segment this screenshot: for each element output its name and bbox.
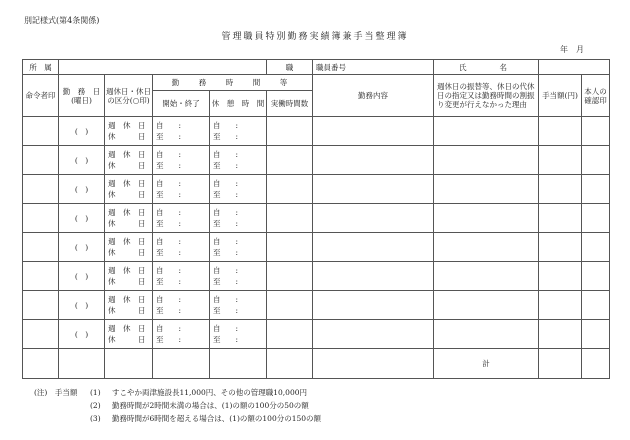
- day-type-cell[interactable]: [105, 146, 153, 175]
- allowance-cell[interactable]: [539, 291, 582, 320]
- break-time-cell[interactable]: [210, 117, 267, 146]
- table-row: [23, 146, 610, 175]
- work-day-cell[interactable]: [59, 117, 105, 146]
- work-day-cell[interactable]: [59, 291, 105, 320]
- work-day-cell[interactable]: [59, 320, 105, 349]
- reason-cell[interactable]: [434, 233, 539, 262]
- work-content-cell[interactable]: [313, 291, 434, 320]
- from-label: 自 :: [156, 208, 182, 217]
- post-label: 職: [267, 60, 313, 75]
- day-type-cell[interactable]: [105, 175, 153, 204]
- from-label: 自 :: [213, 121, 239, 130]
- col-start-end: 開始・終了: [153, 91, 210, 117]
- break-time-cell[interactable]: [210, 204, 267, 233]
- table-row: [23, 233, 610, 262]
- weekday-paren: ( ): [74, 155, 89, 165]
- type-holiday: 休 日: [108, 277, 146, 286]
- from-label: 自 :: [156, 121, 182, 130]
- total-blank: [313, 349, 434, 379]
- actual-hours-cell[interactable]: [267, 117, 313, 146]
- table-row: [23, 291, 610, 320]
- header-row-top: [23, 60, 610, 75]
- start-end-cell[interactable]: [153, 320, 210, 349]
- type-holiday: 休 日: [108, 306, 146, 315]
- to-label: 至 :: [156, 161, 182, 170]
- break-time-cell[interactable]: [210, 320, 267, 349]
- actual-hours-cell[interactable]: [267, 204, 313, 233]
- to-label: 至 :: [213, 335, 239, 344]
- table-row: [23, 204, 610, 233]
- work-content-cell[interactable]: [313, 320, 434, 349]
- from-label: 自 :: [213, 295, 239, 304]
- allowance-cell[interactable]: [539, 320, 582, 349]
- seal-cell[interactable]: [582, 262, 610, 291]
- from-label: 自 :: [156, 295, 182, 304]
- seal-cell[interactable]: [582, 117, 610, 146]
- actual-hours-cell[interactable]: [267, 291, 313, 320]
- to-label: 至 :: [213, 248, 239, 257]
- reason-cell[interactable]: [434, 146, 539, 175]
- start-end-cell[interactable]: [153, 175, 210, 204]
- day-type-cell[interactable]: [105, 117, 153, 146]
- header-row-mid: [23, 75, 610, 91]
- allowance-cell[interactable]: [539, 175, 582, 204]
- weekday-paren: ( ): [74, 213, 89, 223]
- to-label: 至 :: [213, 190, 239, 199]
- to-label: 至 :: [213, 161, 239, 170]
- work-content-cell[interactable]: [313, 175, 434, 204]
- seal-cell[interactable]: [582, 175, 610, 204]
- weekday-paren: ( ): [74, 300, 89, 310]
- total-allowance-cell[interactable]: [539, 349, 582, 379]
- year-month: 年 月: [560, 45, 584, 54]
- type-weekly-holiday: 週 休 日: [108, 324, 146, 333]
- from-label: 自 :: [156, 150, 182, 159]
- weekday-paren: ( ): [74, 329, 89, 339]
- type-holiday: 休 日: [108, 219, 146, 228]
- type-weekly-holiday: 週 休 日: [108, 150, 146, 159]
- actual-hours-cell[interactable]: [267, 320, 313, 349]
- work-content-cell[interactable]: [313, 233, 434, 262]
- work-content-cell[interactable]: [313, 146, 434, 175]
- reason-cell[interactable]: [434, 175, 539, 204]
- type-holiday: 休 日: [108, 132, 146, 141]
- type-holiday: 休 日: [108, 161, 146, 170]
- type-weekly-holiday: 週 休 日: [108, 208, 146, 217]
- approver-seal-cell[interactable]: [23, 262, 59, 291]
- type-holiday: 休 日: [108, 335, 146, 344]
- staff-no-label: 職員番号: [313, 60, 434, 75]
- note-num: (2): [90, 401, 101, 410]
- weekday-paren: ( ): [74, 184, 89, 194]
- work-content-cell[interactable]: [313, 262, 434, 291]
- break-time-cell[interactable]: [210, 146, 267, 175]
- total-seal-cell: [582, 349, 610, 379]
- actual-hours-cell[interactable]: [267, 175, 313, 204]
- to-label: 至 :: [213, 306, 239, 315]
- allowance-cell[interactable]: [539, 146, 582, 175]
- col-break-time: 休 憩 時 間: [210, 91, 267, 117]
- total-blank: [59, 349, 105, 379]
- from-label: 自 :: [156, 266, 182, 275]
- note-text: 勤務時間が2時間未満の場合は、(1)の額の100分の50の額: [112, 401, 309, 410]
- approver-seal-cell[interactable]: [23, 175, 59, 204]
- table-row: [23, 262, 610, 291]
- col-work-day: 勤 務 日 (曜日): [59, 75, 105, 117]
- seal-cell[interactable]: [582, 146, 610, 175]
- type-holiday: 休 日: [108, 190, 146, 199]
- from-label: 自 :: [156, 179, 182, 188]
- day-type-cell[interactable]: [105, 291, 153, 320]
- from-label: 自 :: [213, 237, 239, 246]
- to-label: 至 :: [156, 132, 182, 141]
- work-day-cell[interactable]: [59, 233, 105, 262]
- work-content-cell[interactable]: [313, 117, 434, 146]
- type-weekly-holiday: 週 休 日: [108, 295, 146, 304]
- col-approver: 命令者印: [23, 75, 59, 117]
- total-blank: [105, 349, 153, 379]
- seal-cell[interactable]: [582, 320, 610, 349]
- start-end-cell[interactable]: [153, 146, 210, 175]
- to-label: 至 :: [213, 277, 239, 286]
- from-label: 自 :: [156, 237, 182, 246]
- allowance-cell[interactable]: [539, 262, 582, 291]
- dept-field[interactable]: [59, 60, 267, 75]
- actual-hours-cell[interactable]: [267, 233, 313, 262]
- to-label: 至 :: [213, 219, 239, 228]
- break-time-cell[interactable]: [210, 233, 267, 262]
- note-text: すこやか両津施設長11,000円、その他の管理職10,000円: [112, 388, 307, 397]
- allowance-cell[interactable]: [539, 117, 582, 146]
- name-label: 氏 名: [434, 60, 539, 75]
- col-day-type: 週休日・休日の区分(○印): [105, 75, 153, 117]
- seal-cell[interactable]: [582, 291, 610, 320]
- reason-cell[interactable]: [434, 204, 539, 233]
- type-weekly-holiday: 週 休 日: [108, 179, 146, 188]
- total-row: [23, 349, 610, 379]
- work-day-cell[interactable]: [59, 262, 105, 291]
- col-work-content: 勤務内容: [313, 75, 434, 117]
- day-type-cell[interactable]: [105, 320, 153, 349]
- work-day-cell[interactable]: [59, 146, 105, 175]
- to-label: 至 :: [156, 190, 182, 199]
- start-end-cell[interactable]: [153, 204, 210, 233]
- type-holiday: 休 日: [108, 248, 146, 257]
- day-type-cell[interactable]: [105, 204, 153, 233]
- from-label: 自 :: [213, 324, 239, 333]
- seal-cell[interactable]: [582, 233, 610, 262]
- total-blank: [210, 349, 267, 379]
- from-label: 自 :: [213, 150, 239, 159]
- attendance-table: [22, 59, 610, 379]
- name-field[interactable]: [539, 60, 610, 75]
- start-end-cell[interactable]: [153, 233, 210, 262]
- table-row: [23, 117, 610, 146]
- start-end-cell[interactable]: [153, 117, 210, 146]
- type-weekly-holiday: 週 休 日: [108, 237, 146, 246]
- note-text: 勤務時間が6時間を超える場合は、(1)の額の100分の150の額: [112, 414, 322, 423]
- form-id: 別記様式(第4条関係): [24, 16, 100, 25]
- to-label: 至 :: [213, 132, 239, 141]
- note-num: (3): [90, 414, 101, 423]
- col-reason: 週休日の振替等、休日の代休日の指定又は勤務時間の割振り変更が行えなかった理由: [434, 75, 539, 117]
- to-label: 至 :: [156, 219, 182, 228]
- col-allowance: 手当額(円): [539, 75, 582, 117]
- weekday-paren: ( ): [74, 271, 89, 281]
- break-time-cell[interactable]: [210, 291, 267, 320]
- seal-cell[interactable]: [582, 204, 610, 233]
- reason-cell[interactable]: [434, 117, 539, 146]
- break-time-cell[interactable]: [210, 262, 267, 291]
- to-label: 至 :: [156, 335, 182, 344]
- total-blank: [267, 349, 313, 379]
- actual-hours-cell[interactable]: [267, 146, 313, 175]
- allowance-cell[interactable]: [539, 233, 582, 262]
- total-blank: [153, 349, 210, 379]
- page-title: 管理職員特別勤務実績簿兼手当整理簿: [221, 32, 409, 42]
- start-end-cell[interactable]: [153, 262, 210, 291]
- approver-seal-cell[interactable]: [23, 117, 59, 146]
- table-row: [23, 175, 610, 204]
- col-actual-hours: 実働時間数: [267, 91, 313, 117]
- day-type-cell[interactable]: [105, 262, 153, 291]
- reason-cell[interactable]: [434, 320, 539, 349]
- work-day-cell[interactable]: [59, 175, 105, 204]
- approver-seal-cell[interactable]: [23, 204, 59, 233]
- approver-seal-cell[interactable]: [23, 233, 59, 262]
- col-seal: 本人の確認印: [582, 75, 610, 117]
- approver-seal-cell[interactable]: [23, 320, 59, 349]
- note-num: (1): [90, 388, 101, 397]
- allowance-cell[interactable]: [539, 204, 582, 233]
- from-label: 自 :: [213, 266, 239, 275]
- from-label: 自 :: [213, 179, 239, 188]
- approver-seal-cell[interactable]: [23, 146, 59, 175]
- total-label: 計: [434, 349, 539, 379]
- start-end-cell[interactable]: [153, 291, 210, 320]
- notes: [34, 386, 321, 425]
- notes-label: (注) 手当額: [34, 388, 78, 397]
- type-weekly-holiday: 週 休 日: [108, 266, 146, 275]
- table-row: [23, 320, 610, 349]
- type-weekly-holiday: 週 休 日: [108, 121, 146, 130]
- reason-cell[interactable]: [434, 262, 539, 291]
- col-work-time-group: 勤 務 時 間 等: [153, 75, 313, 91]
- actual-hours-cell[interactable]: [267, 262, 313, 291]
- reason-cell[interactable]: [434, 291, 539, 320]
- to-label: 至 :: [156, 248, 182, 257]
- total-blank: [23, 349, 59, 379]
- to-label: 至 :: [156, 306, 182, 315]
- work-day-cell[interactable]: [59, 204, 105, 233]
- from-label: 自 :: [213, 208, 239, 217]
- break-time-cell[interactable]: [210, 175, 267, 204]
- weekday-paren: ( ): [74, 126, 89, 136]
- weekday-paren: ( ): [74, 242, 89, 252]
- work-content-cell[interactable]: [313, 204, 434, 233]
- from-label: 自 :: [156, 324, 182, 333]
- dept-label: 所 属: [23, 60, 59, 75]
- to-label: 至 :: [156, 277, 182, 286]
- approver-seal-cell[interactable]: [23, 291, 59, 320]
- day-type-cell[interactable]: [105, 233, 153, 262]
